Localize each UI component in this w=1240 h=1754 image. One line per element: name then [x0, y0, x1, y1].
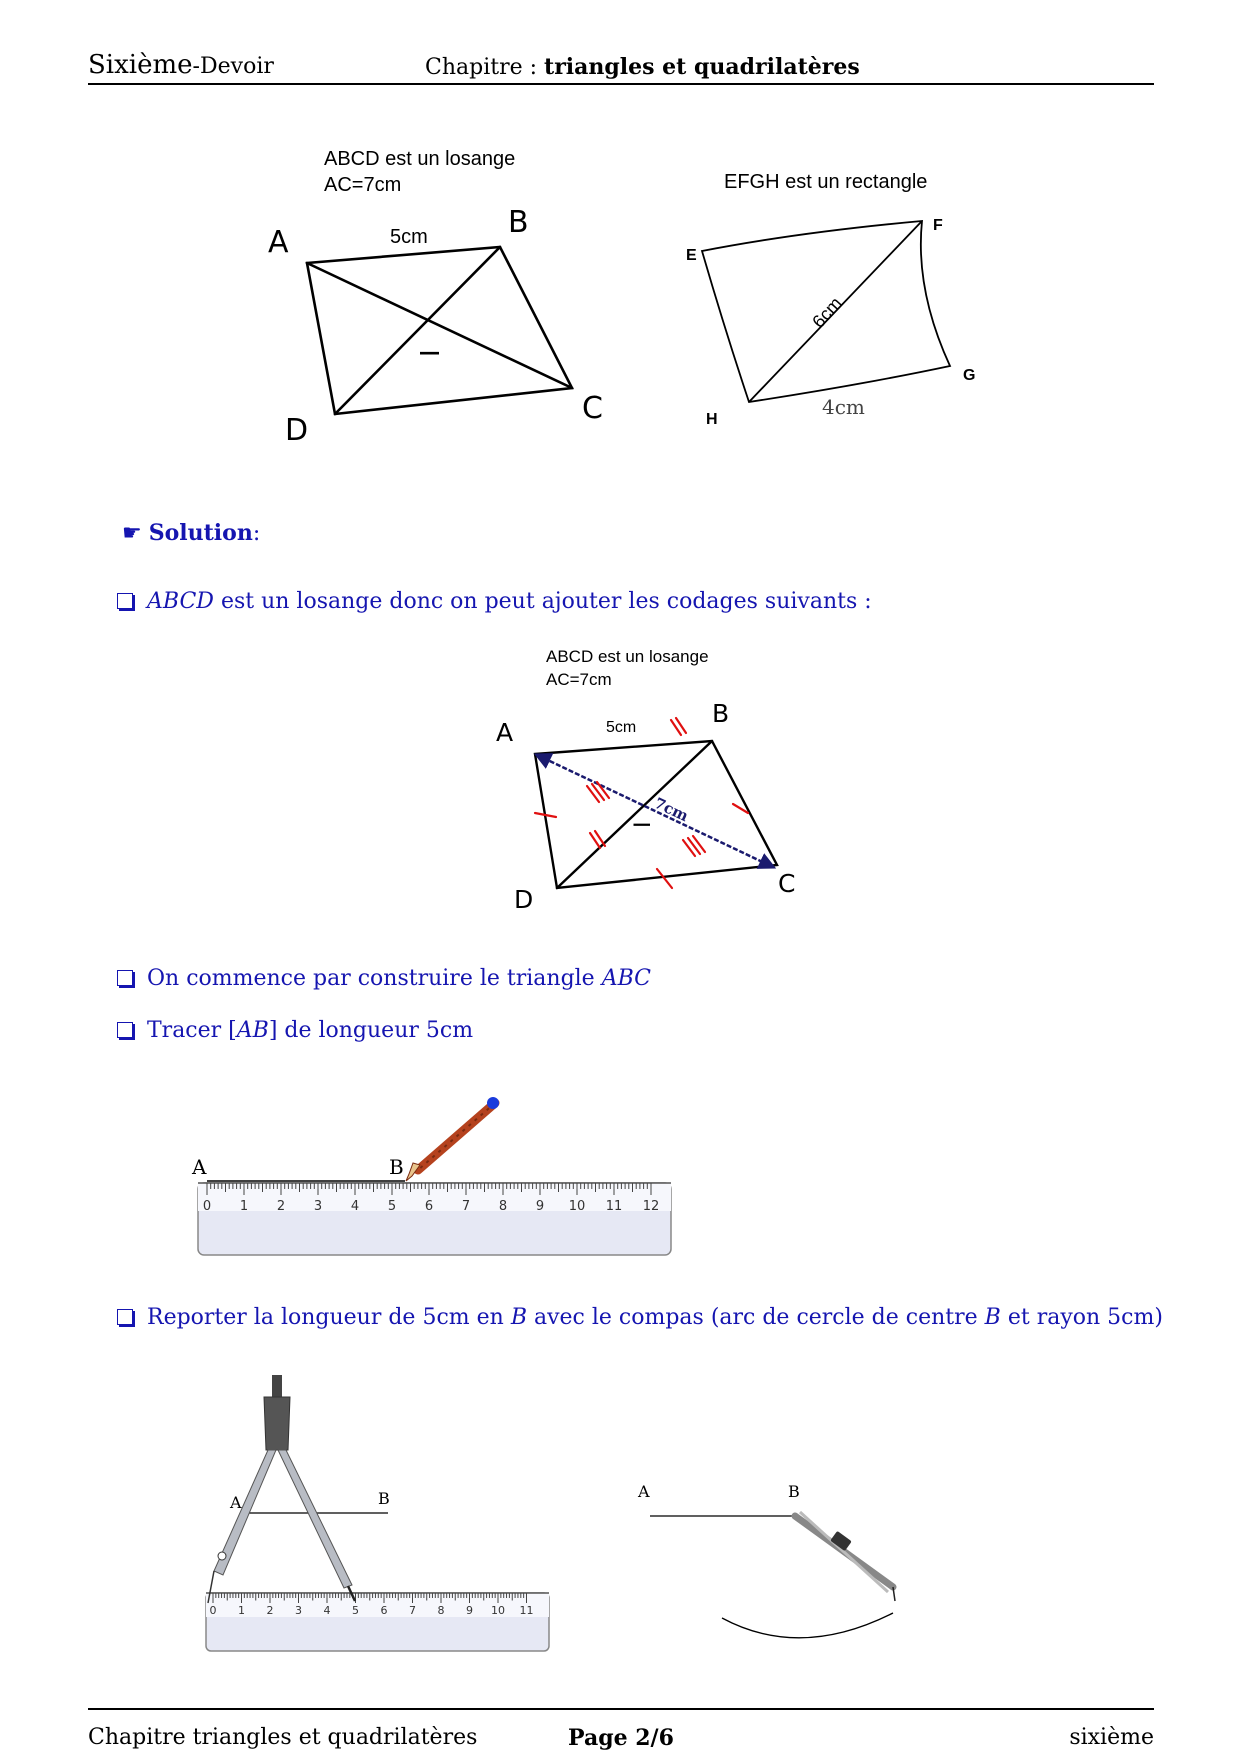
ruler-number: 8	[498, 1199, 508, 1214]
exercise-figure	[0, 0, 1240, 470]
ruler-number: 11	[605, 1199, 623, 1214]
point-e-label: E	[686, 247, 697, 264]
ruler-point-b-label: B	[389, 1155, 404, 1179]
header-doc-type: -Devoir	[192, 54, 274, 79]
arc-of-circle	[722, 1613, 893, 1638]
losange-caption-1: ABCD est un losange	[324, 148, 516, 170]
ruler-pencil-figure	[0, 1085, 1240, 1270]
rectangle-caption: EFGH est un rectangle	[724, 171, 928, 193]
ruler-number: 10	[491, 1604, 505, 1617]
solution-colon: :	[252, 521, 261, 546]
ruler-number: 3	[295, 1604, 302, 1617]
ruler-number: 8	[437, 1604, 445, 1617]
compass-drawing-icon	[795, 1512, 895, 1601]
losange-caption-2: AC=7cm	[324, 174, 402, 196]
coded-point-b-label: B	[712, 699, 730, 728]
pencil-icon	[406, 1097, 499, 1181]
ruler-number: 0	[202, 1199, 212, 1214]
step-4-math-2: B	[984, 1305, 1001, 1330]
header-chapter-title: triangles et quadrilatères	[544, 54, 860, 80]
footer-page-number: Page 2/6	[568, 1725, 674, 1751]
ruler-number: 11	[519, 1604, 534, 1617]
ruler-number: 2	[266, 1604, 274, 1617]
losange-diagonal-ac	[307, 263, 572, 388]
point-i-label: I	[416, 349, 446, 357]
ruler-number: 6	[424, 1199, 434, 1214]
step-4-text-a: Reporter la longueur de 5cm en	[147, 1305, 504, 1330]
ruler-point-a-label: A	[192, 1155, 207, 1179]
coded-losange-sketch	[535, 741, 777, 888]
header-chapter-prefix: Chapitre :	[425, 55, 538, 80]
step-1	[117, 589, 872, 614]
ruler-number: 3	[313, 1199, 323, 1214]
pointing-hand-icon: ☛	[122, 521, 142, 546]
coded-ab-label: 5cm	[606, 719, 637, 736]
point-d-label: D	[285, 413, 309, 448]
coded-losange-figure	[0, 630, 1240, 930]
compass-point-b-label: B	[378, 1489, 390, 1508]
checkbox-bullet-icon	[117, 593, 133, 609]
step-4-text-c: et rayon 5cm)	[1007, 1305, 1163, 1330]
ruler-number: 7	[409, 1604, 416, 1617]
step-3-text-a: Tracer [	[147, 1018, 237, 1043]
ruler-scale-band	[198, 1183, 671, 1211]
checkbox-bullet-icon	[117, 1309, 133, 1325]
point-g-label: G	[963, 367, 976, 384]
rectangle-hg-label: 4cm	[822, 395, 865, 419]
compass-point-a-label: A	[230, 1493, 242, 1512]
ruler-number: 10	[568, 1199, 586, 1214]
checkbox-bullet-icon	[117, 1022, 133, 1038]
point-a-label: A	[268, 225, 289, 260]
ruler-number: 5	[387, 1199, 397, 1214]
solution-label: Solution	[148, 520, 253, 546]
ruler-number: 4	[323, 1604, 331, 1617]
step-3-text-b: ] de longueur 5cm	[268, 1018, 474, 1043]
arc-point-b-label: B	[788, 1482, 800, 1501]
footer-rule	[88, 1708, 1154, 1710]
coded-caption-2: AC=7cm	[546, 670, 612, 689]
ruler-number: 2	[276, 1199, 286, 1214]
ruler-number: 6	[380, 1604, 388, 1617]
solution-heading	[122, 520, 260, 546]
ruler-number: 1	[239, 1199, 249, 1214]
coded-point-c-label: C	[778, 869, 796, 898]
coded-point-a-label: A	[496, 718, 514, 747]
step-2-text: On commence par construire le triangle	[147, 966, 595, 991]
arc-point-a-label: A	[638, 1482, 650, 1501]
header-level: Sixième	[88, 50, 193, 80]
ruler-number: 4	[350, 1199, 360, 1214]
footer-left: Chapitre triangles et quadrilatères	[88, 1725, 478, 1750]
ruler-number: 7	[461, 1199, 471, 1214]
coded-ac-label: 7cm	[651, 793, 692, 826]
footer-right: sixième	[1069, 1725, 1154, 1750]
losange-outline	[307, 247, 572, 414]
step-1-text: est un losange donc on peut ajouter les codages suivants :	[220, 589, 872, 614]
step-1-math: ABCD	[147, 589, 214, 614]
compass-icon	[208, 1375, 355, 1603]
ruler-number: 5	[352, 1604, 359, 1617]
step-3	[117, 1018, 473, 1043]
step-4-text-b: avec le compas (arc de cercle de centre	[533, 1305, 978, 1330]
step-2-math: ABC	[601, 966, 651, 991]
step-2	[117, 966, 651, 991]
step-4	[117, 1305, 1163, 1330]
ruler-number: 1	[238, 1604, 245, 1617]
ruler-number: 9	[535, 1199, 545, 1214]
point-h-label: H	[706, 411, 718, 428]
rectangle-diagonal-label: 6cm	[808, 293, 846, 332]
compass-figure	[0, 1360, 1240, 1660]
red-coding-marks	[535, 718, 748, 888]
checkbox-bullet-icon	[117, 970, 133, 986]
point-f-label: F	[933, 217, 943, 234]
ruler-number: 9	[466, 1604, 473, 1617]
point-c-label: C	[582, 391, 603, 426]
coded-point-d-label: D	[514, 885, 534, 914]
step-4-math-1: B	[510, 1305, 527, 1330]
losange-sketch	[307, 247, 572, 414]
step-3-math: AB	[236, 1018, 269, 1043]
coded-caption-1: ABCD est un losange	[546, 647, 709, 666]
losange-diagonal-bd	[335, 247, 500, 414]
ruler-number: 0	[209, 1604, 217, 1617]
losange-ab-label: 5cm	[390, 226, 428, 248]
coded-point-i-label: I	[631, 821, 656, 828]
ruler-number: 12	[642, 1199, 660, 1214]
point-b-label: B	[508, 205, 529, 240]
